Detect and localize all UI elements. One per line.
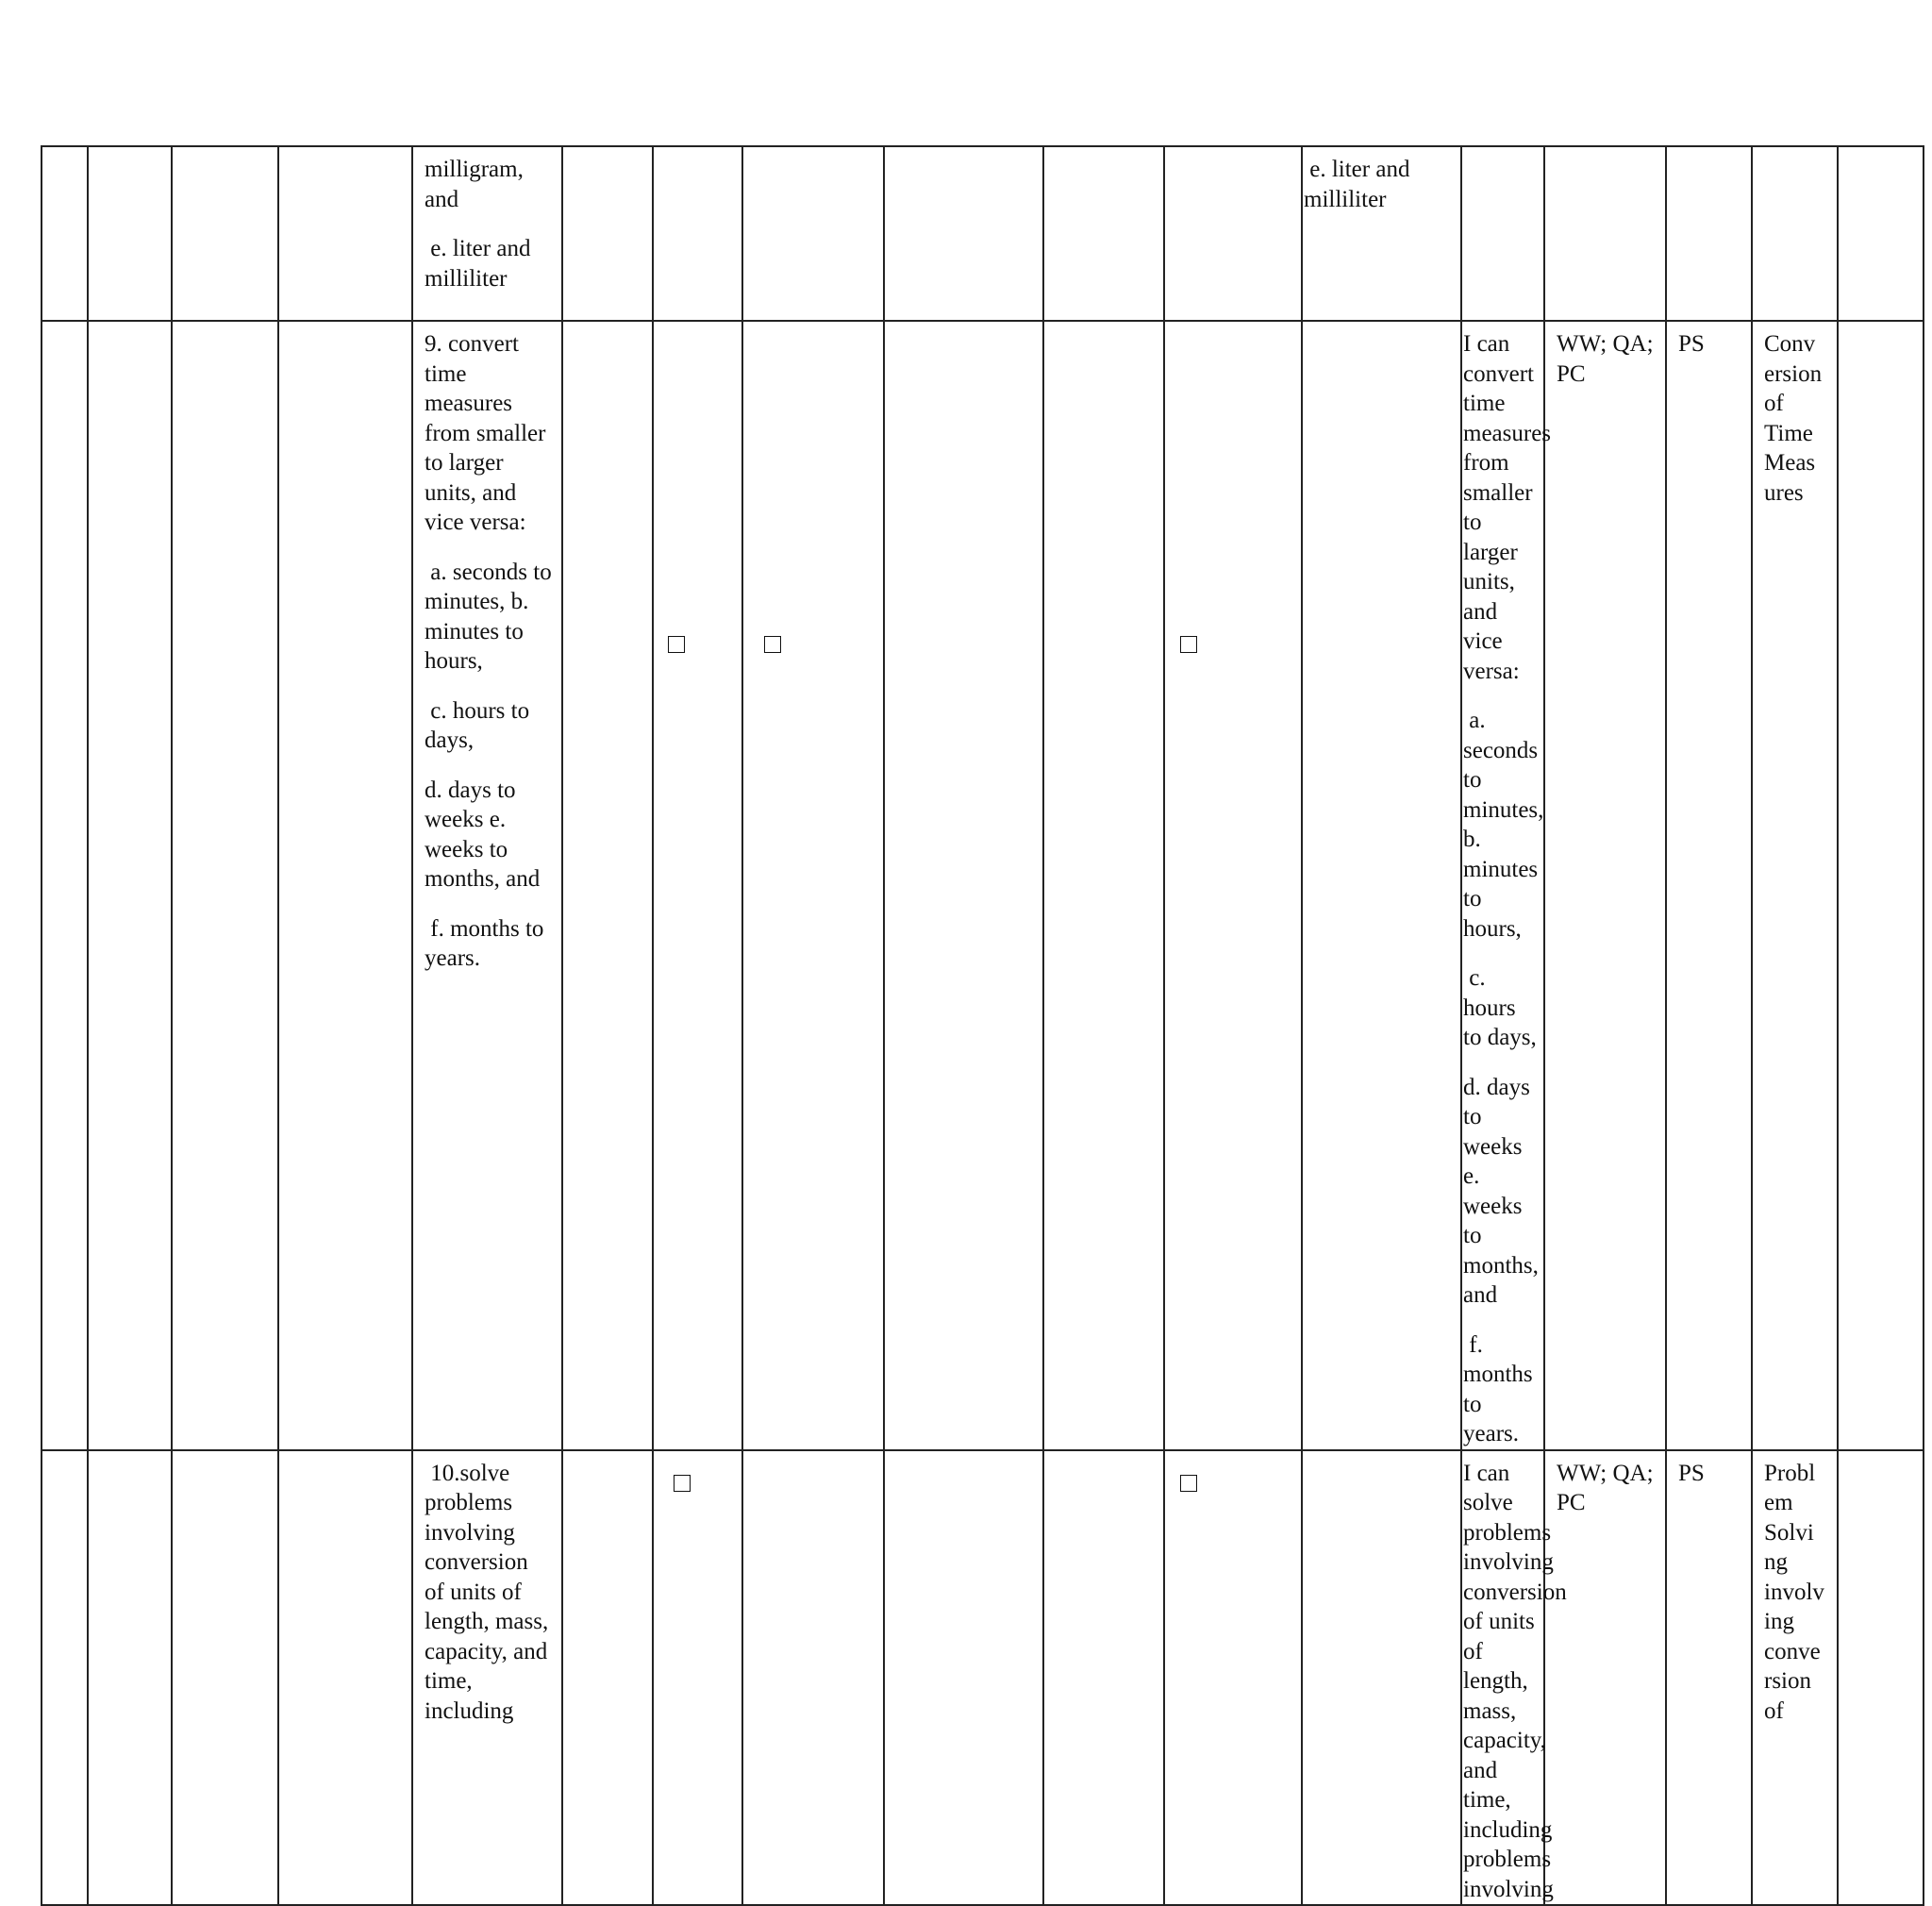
- topic-text: Conv ersion of Time Meas ures: [1764, 331, 1823, 506]
- topic-cell: [1752, 1450, 1838, 1906]
- empty-cell: [88, 146, 172, 321]
- topic-text: Probl em Solvi ng involv ing conve rsion of: [1764, 1460, 1824, 1724]
- empty-cell: [884, 146, 1043, 321]
- competency-text: 9. convert time measures from smaller to larger units, and vice versa:: [425, 331, 546, 535]
- topic-cell: [1666, 146, 1752, 321]
- checkbox-cell: [1164, 1450, 1302, 1906]
- empty-cell: [1838, 1450, 1924, 1906]
- competency-text: a. seconds to minutes, b. minutes to hours,: [425, 559, 558, 674]
- competency-text: e. liter and milliliter: [425, 236, 537, 292]
- checkbox-cell: [742, 321, 884, 1450]
- level-text: [1545, 147, 1665, 155]
- empty-cell: [278, 1450, 412, 1906]
- checkbox-cell: [653, 1450, 742, 1906]
- empty-cell: [1752, 146, 1838, 321]
- empty-cell: [884, 321, 1043, 1450]
- empty-cell: [42, 1450, 88, 1906]
- i-can-text: c. hours to days,: [1463, 965, 1537, 1050]
- assessment-cell: [1544, 1450, 1666, 1906]
- table-row: [42, 146, 1924, 321]
- empty-cell: [1838, 146, 1924, 321]
- table-row: [42, 1450, 1924, 1906]
- empty-cell: [88, 1450, 172, 1906]
- competency-text: c. hours to days,: [425, 697, 536, 753]
- empty-cell: [42, 321, 88, 1450]
- empty-cell: [1164, 146, 1302, 321]
- competency-text: d. days to weeks e. weeks to months, and: [425, 777, 541, 892]
- empty-cell: [562, 321, 653, 1450]
- empty-cell: [42, 146, 88, 321]
- assessment-cell: [1461, 146, 1544, 321]
- empty-cell: [1043, 321, 1164, 1450]
- empty-cell: [742, 146, 884, 321]
- empty-cell: [172, 1450, 278, 1906]
- empty-cell: [1302, 321, 1461, 1450]
- empty-cell: [562, 1450, 653, 1906]
- checkbox-icon[interactable]: [668, 636, 685, 653]
- checkbox-icon[interactable]: [1180, 636, 1197, 653]
- empty-cell: [653, 146, 742, 321]
- i-can-text: e. liter and milliliter: [1304, 157, 1416, 212]
- i-can-text: a. seconds to minutes, b. minutes to hours,: [1463, 708, 1550, 942]
- level-text: PS: [1678, 331, 1705, 357]
- checkbox-icon[interactable]: [674, 1475, 691, 1492]
- empty-cell: [278, 146, 412, 321]
- empty-cell: [1302, 1450, 1461, 1906]
- table-row: [42, 321, 1924, 1450]
- assessment-cell: [1544, 321, 1666, 1450]
- empty-cell: [172, 321, 278, 1450]
- level-cell: [1544, 146, 1666, 321]
- empty-cell: [1043, 146, 1164, 321]
- topic-cell: [1752, 321, 1838, 1450]
- level-text: PS: [1678, 1460, 1705, 1486]
- level-cell: [1666, 321, 1752, 1450]
- i-can-text: d. days to weeks e. weeks to months, and: [1463, 1074, 1539, 1308]
- i-can-cell: [1461, 1450, 1567, 1906]
- empty-cell: [278, 321, 412, 1450]
- assessment-text: [1462, 147, 1543, 155]
- competency-cell: [412, 321, 562, 1450]
- competency-cell: [412, 1450, 562, 1906]
- checkbox-icon[interactable]: [764, 636, 781, 653]
- checkbox-cell: [653, 321, 742, 1450]
- checkbox-cell: [1164, 321, 1302, 1450]
- empty-cell: [172, 146, 278, 321]
- curriculum-table: [41, 145, 1924, 1906]
- competency-cell: [412, 146, 562, 321]
- i-can-text: f. months to years.: [1463, 1331, 1539, 1446]
- checkbox-icon[interactable]: [1180, 1475, 1197, 1492]
- empty-cell: [88, 321, 172, 1450]
- empty-cell: [562, 146, 653, 321]
- empty-cell: [1043, 1450, 1164, 1906]
- assessment-text: WW; QA; PC: [1557, 1460, 1654, 1515]
- i-can-text: I can solve problems involving conversion of units of length, mass, capacity, and time, including problems involving: [1463, 1460, 1567, 1902]
- competency-text: milligram, and: [425, 157, 524, 212]
- competency-text: f. months to years.: [425, 915, 550, 971]
- assessment-text: WW; QA; PC: [1557, 331, 1654, 387]
- competency-text: 10.solve problems involving conversion of units of length, mass, capacity, and time, including: [425, 1460, 555, 1724]
- i-can-cell: [1302, 146, 1461, 321]
- empty-cell: [742, 1450, 884, 1906]
- empty-cell: [884, 1450, 1043, 1906]
- i-can-text: I can convert time measures from smaller to larger units, and vice versa:: [1463, 331, 1552, 684]
- empty-cell: [1838, 321, 1924, 1450]
- topic-text: [1667, 147, 1751, 155]
- level-cell: [1666, 1450, 1752, 1906]
- i-can-cell: [1461, 321, 1552, 1450]
